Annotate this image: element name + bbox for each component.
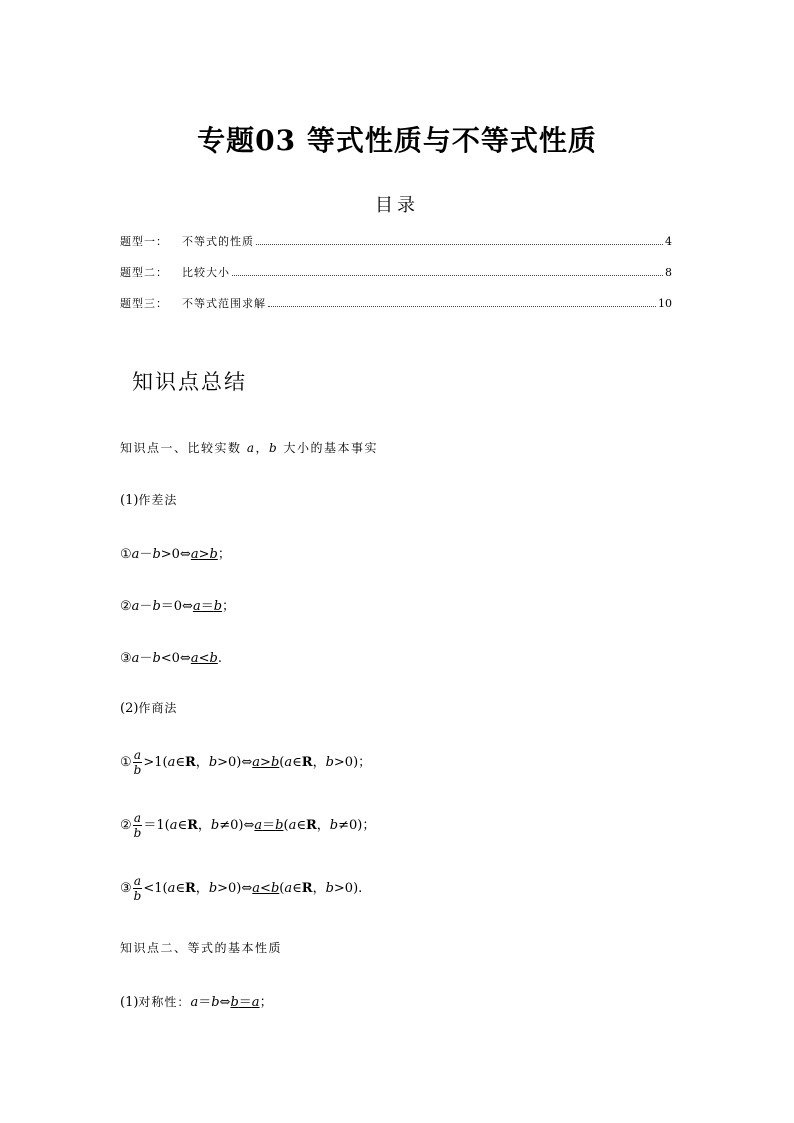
sep: ，: [316, 818, 330, 833]
quotient-rule-1: ① $\frac{a}{b}$ >1(a∈R，b>0)⇔a>b(a∈R，b>0)；: [120, 748, 372, 777]
cmp: <0⇔: [160, 651, 191, 666]
cond: >0)⇔: [217, 881, 253, 896]
var: b: [152, 651, 161, 666]
frac-num: a: [133, 811, 142, 825]
rel: <1(: [143, 881, 168, 896]
var: b: [210, 818, 220, 833]
method2-num: (2): [120, 701, 139, 716]
result: [252, 881, 279, 896]
sep: ，: [197, 818, 211, 833]
end: ；: [222, 599, 236, 614]
result: [193, 599, 222, 614]
var: b: [209, 547, 218, 562]
var: a: [288, 818, 297, 833]
rule-marker: ③: [120, 651, 132, 666]
rule-marker: ①: [120, 547, 132, 562]
end: ；: [217, 547, 231, 562]
rule-marker: ①: [120, 755, 132, 770]
rel: ＝1(: [143, 818, 170, 833]
cond: >0)；: [333, 755, 372, 770]
toc-entry-page: 4: [665, 235, 672, 248]
cond: >0)⇔: [217, 755, 253, 770]
frac-num: a: [133, 748, 142, 762]
var: a: [190, 651, 199, 666]
var: a: [251, 995, 260, 1010]
var: a: [252, 755, 261, 770]
section-heading: 知识点总结: [132, 370, 247, 394]
in: ∈: [175, 755, 185, 770]
toc-entry[interactable]: [120, 295, 672, 311]
quotient-rule-3: ③ $\frac{a}{b}$ <1(a∈R，b>0)⇔a<b(a∈R，b>0).: [120, 874, 363, 903]
method1-num: (1): [120, 493, 139, 508]
toc-entry-page: 10: [658, 297, 672, 310]
var: b: [152, 599, 161, 614]
var: b: [208, 881, 218, 896]
toc-entry-label: 题型三：: [120, 297, 168, 310]
page-title: 专题03 等式性质与不等式性质: [197, 124, 597, 157]
method-1-heading: [120, 491, 177, 508]
reals: R: [301, 755, 313, 770]
op: >: [260, 755, 271, 770]
toc-entry[interactable]: [120, 233, 672, 249]
var: a: [169, 818, 178, 833]
reals: R: [301, 881, 313, 896]
var: b: [213, 599, 223, 614]
var: a: [252, 881, 261, 896]
difference-rule-3: [120, 647, 222, 666]
var: a: [131, 651, 140, 666]
reals: R: [184, 881, 196, 896]
var: b: [325, 755, 334, 770]
toc-leader-dots: [256, 234, 663, 245]
var: a: [284, 881, 293, 896]
in: ∈: [175, 881, 185, 896]
var: b: [325, 881, 334, 896]
kp1-var-b: b: [269, 441, 279, 455]
kp1-title-suffix: 大小的基本事实: [283, 441, 379, 455]
end: .: [217, 651, 222, 666]
var: a: [131, 599, 140, 614]
method-2-heading: [120, 699, 177, 716]
frac-den: b: [133, 826, 142, 840]
kp1-title-prefix: 知识点一、比较实数: [120, 441, 242, 455]
result: [230, 995, 259, 1010]
cmp: >0⇔: [160, 547, 191, 562]
var: b: [211, 995, 220, 1010]
rule-marker: ②: [120, 599, 132, 614]
quotient-rule-2: ② $\frac{a}{b}$ ＝1(a∈R，b≠0)⇔a＝b(a∈R，b≠0)；: [120, 811, 376, 840]
toc-entry-text: 比较大小: [182, 266, 230, 279]
result: [254, 818, 283, 833]
cond: ≠0)；: [338, 818, 376, 833]
sep: ，: [195, 881, 209, 896]
var: a: [131, 547, 140, 562]
var: b: [270, 881, 280, 896]
op: －: [139, 547, 153, 562]
result: [191, 651, 218, 666]
in: ∈: [292, 881, 302, 896]
var: b: [329, 818, 339, 833]
rule-marker: ③: [120, 881, 132, 896]
reals: R: [184, 755, 196, 770]
frac-den: b: [133, 889, 142, 903]
reals: R: [305, 818, 317, 833]
op: ＝: [200, 599, 214, 614]
end: ；: [259, 995, 273, 1010]
fraction-a-over-b: [133, 874, 143, 903]
method1-text: 作差法: [138, 493, 178, 507]
symmetry-num: (1): [120, 995, 139, 1010]
difference-rule-1: [120, 543, 231, 562]
op: <: [260, 881, 271, 896]
var: b: [270, 755, 280, 770]
frac-den: b: [133, 763, 142, 777]
reals: R: [187, 818, 198, 833]
var: a: [190, 995, 199, 1010]
var: b: [152, 547, 161, 562]
var: a: [167, 755, 176, 770]
in: ∈: [177, 818, 188, 833]
toc-entry[interactable]: [120, 264, 672, 280]
cmp: ＝0⇔: [160, 599, 193, 614]
op: <: [198, 651, 210, 666]
op: >: [198, 547, 210, 562]
sep: ，: [312, 881, 326, 896]
var: b: [208, 755, 218, 770]
var: a: [254, 818, 263, 833]
toc-entry-page: 8: [665, 266, 672, 279]
var: a: [167, 881, 176, 896]
knowledge-point-1-title: [120, 439, 378, 456]
rule-marker: ②: [120, 818, 132, 833]
cond: ≠0)⇔: [219, 818, 255, 833]
in: ∈: [296, 818, 306, 833]
in: ∈: [292, 755, 302, 770]
fraction-a-over-b: [133, 811, 143, 840]
sep: ，: [195, 755, 209, 770]
toc-leader-dots: [268, 296, 656, 307]
op: ＝: [262, 818, 276, 833]
sep: ，: [312, 755, 326, 770]
frac-num: a: [133, 874, 142, 888]
difference-rule-2: [120, 595, 235, 614]
op: －: [139, 599, 153, 614]
fraction-a-over-b: [133, 748, 143, 777]
rel: >1(: [143, 755, 168, 770]
op: －: [139, 651, 153, 666]
symmetry-property: [120, 991, 273, 1010]
toc-entry-label: 题型二：: [120, 266, 168, 279]
knowledge-point-2-title: 知识点二、等式的基本性质: [120, 941, 283, 955]
toc-entry-text: 不等式范围求解: [182, 297, 266, 310]
result: [191, 547, 218, 562]
cond: >0).: [333, 881, 363, 896]
symmetry-label: 对称性：: [138, 995, 191, 1009]
var: a: [190, 547, 199, 562]
iff: ⇔: [219, 995, 231, 1010]
var: b: [275, 818, 284, 833]
var: a: [192, 599, 201, 614]
toc-entry-label: 题型一：: [120, 235, 168, 248]
op: ＝: [198, 995, 212, 1010]
var: b: [230, 995, 239, 1010]
toc-title: 目录: [375, 195, 419, 216]
toc-leader-dots: [232, 265, 663, 276]
kp1-var-a: a: [246, 441, 256, 455]
kp1-sep: ，: [255, 441, 270, 455]
result: [252, 755, 279, 770]
var: b: [209, 651, 218, 666]
method2-text: 作商法: [138, 701, 178, 715]
toc-entry-text: 不等式的性质: [182, 235, 254, 248]
op: ＝: [238, 995, 252, 1010]
var: a: [284, 755, 293, 770]
